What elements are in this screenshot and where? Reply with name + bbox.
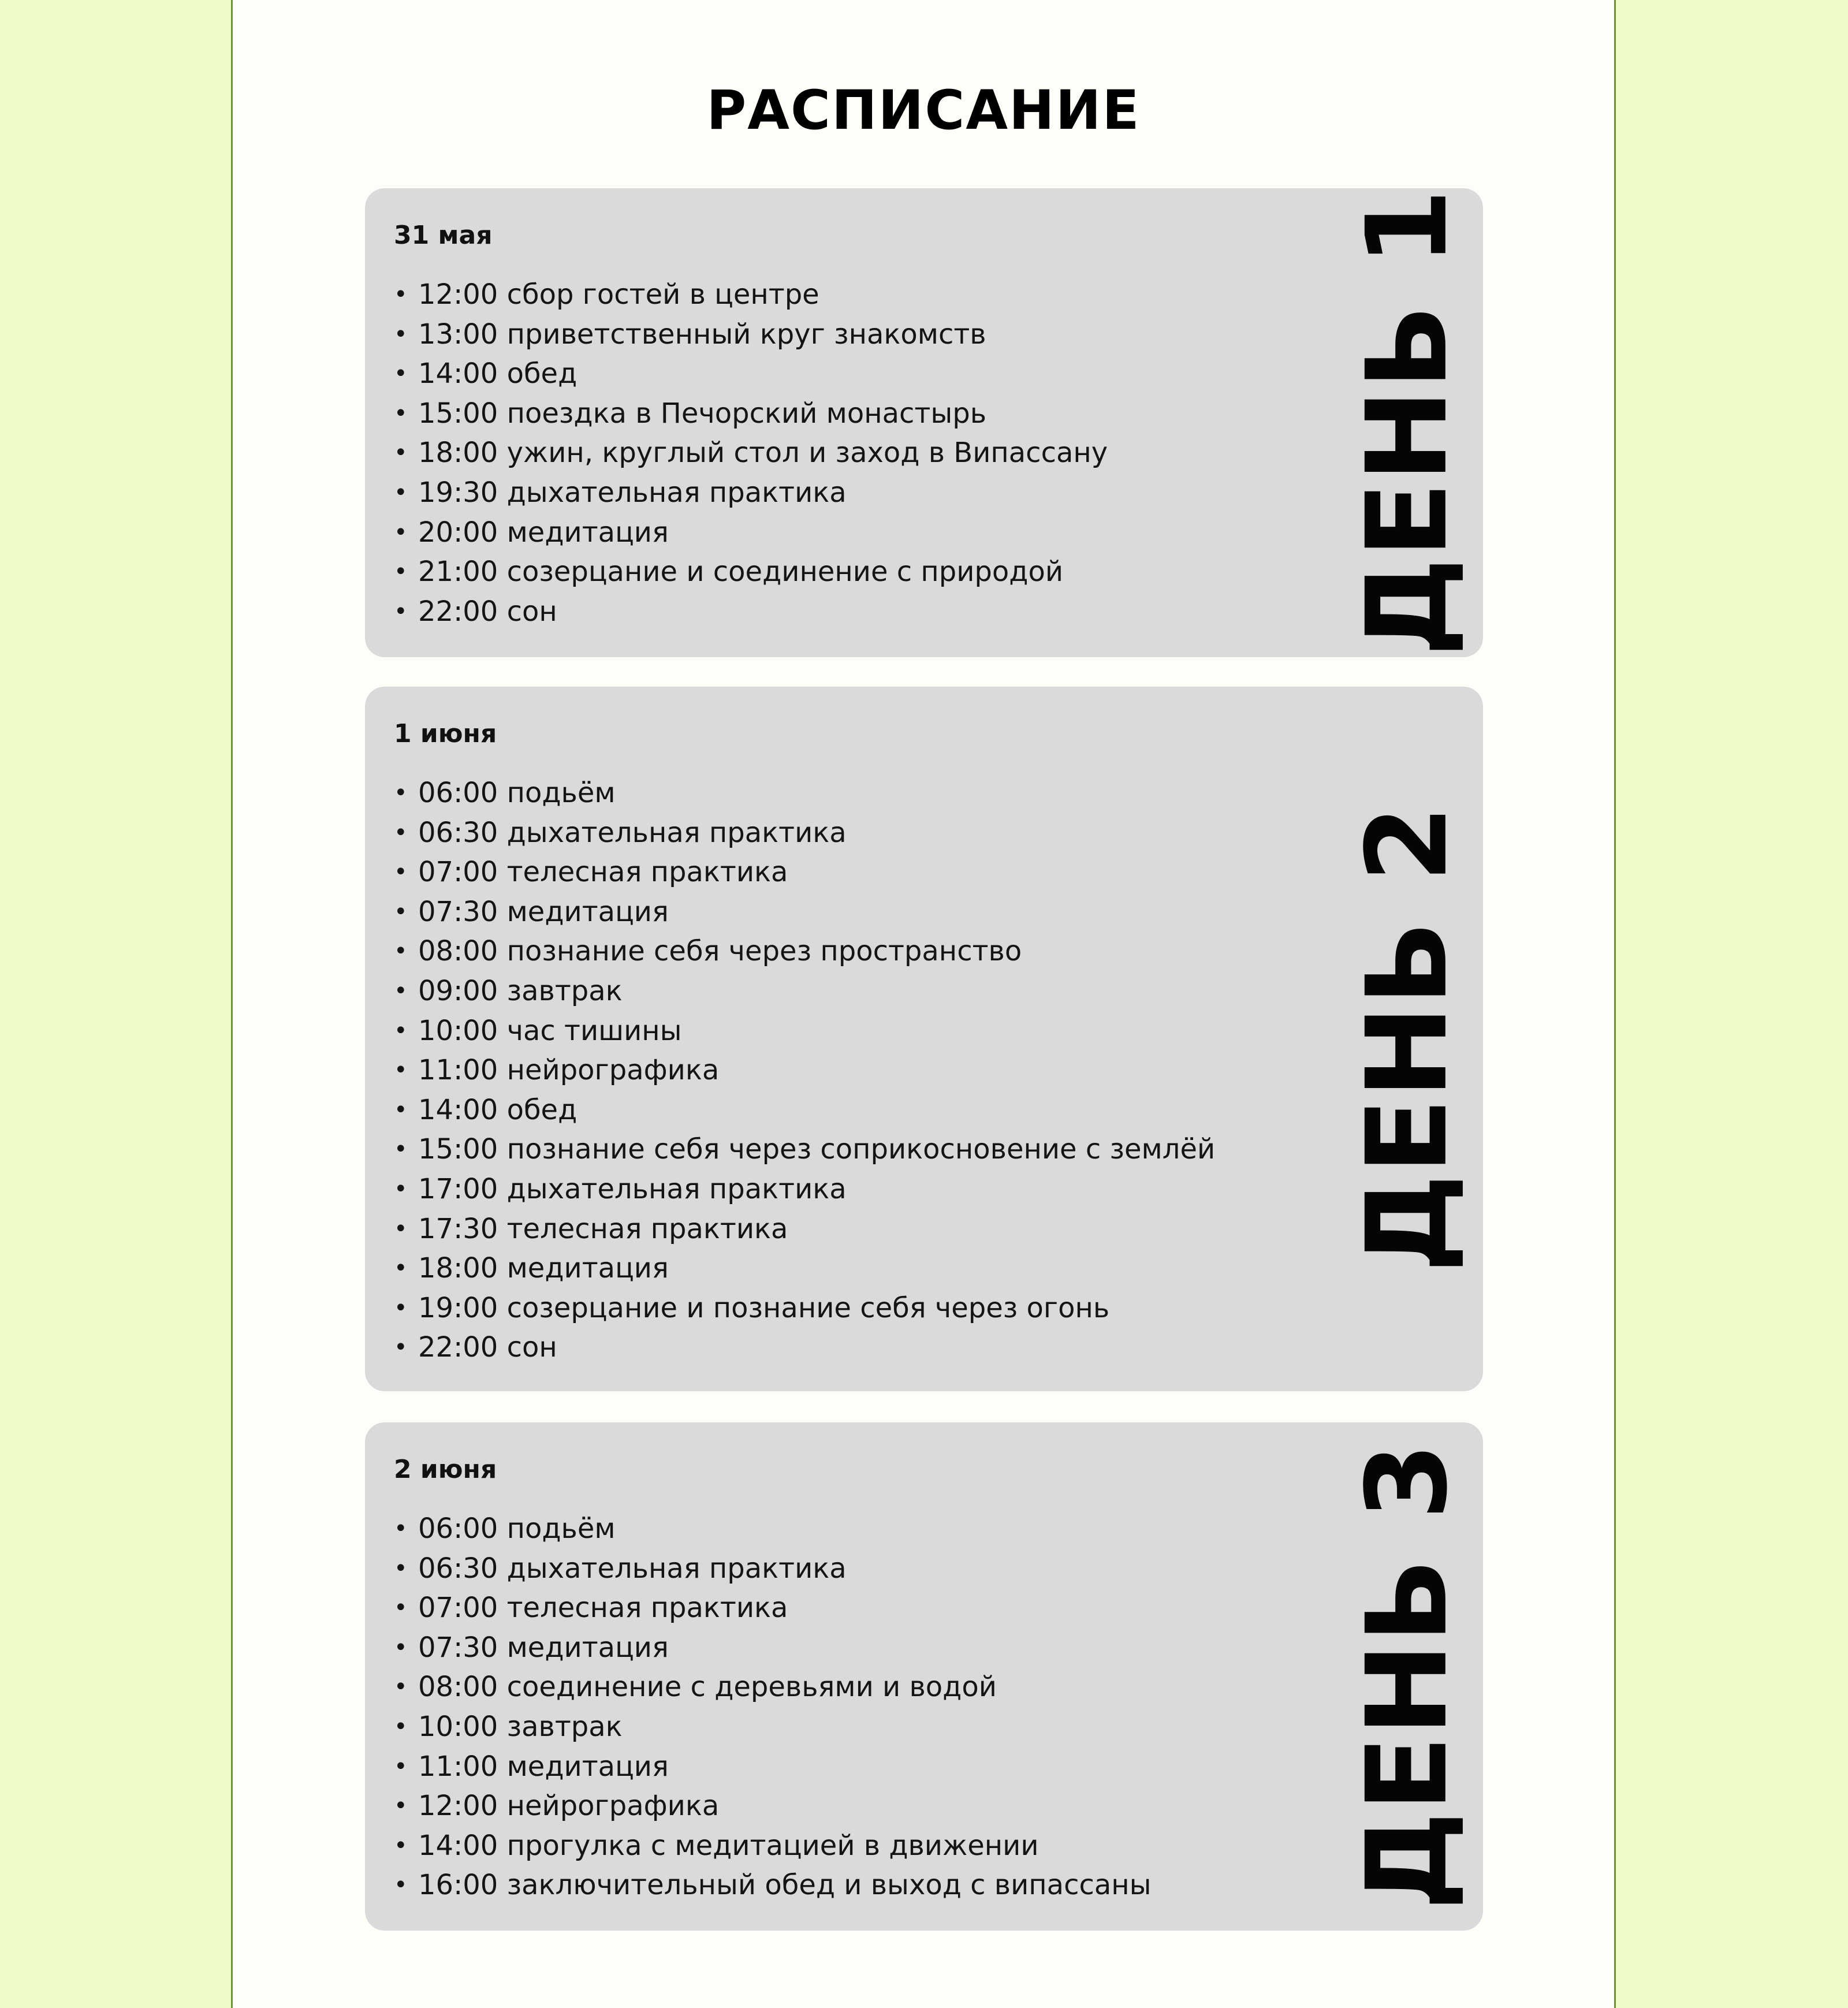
schedule-item	[394, 1288, 1215, 1328]
bullet-icon: •	[394, 1334, 408, 1361]
schedule-item	[394, 315, 1108, 355]
bullet-icon: •	[394, 1255, 408, 1282]
schedule-item-text: 14:00 обед	[418, 357, 578, 390]
schedule-item	[394, 473, 1108, 513]
schedule-item-text: 08:00 познание себя через пространство	[418, 935, 1022, 968]
schedule-item-text: 06:30 дыхательная практика	[418, 816, 847, 849]
schedule-item	[394, 1169, 1215, 1209]
schedule-item-text: 11:00 нейрографика	[418, 1054, 720, 1087]
schedule-item-text: 11:00 медитация	[418, 1750, 669, 1783]
schedule-item	[394, 1509, 1152, 1549]
bullet-icon: •	[394, 780, 408, 806]
day-card-1	[365, 188, 1483, 657]
schedule-item-text: 10:00 завтрак	[418, 1710, 623, 1743]
event-list	[394, 1509, 1152, 1905]
schedule-item-text: 09:00 завтрак	[418, 974, 623, 1007]
schedule-item	[394, 1588, 1152, 1628]
schedule-item	[394, 1707, 1152, 1747]
bullet-icon: •	[394, 360, 408, 388]
bullet-icon: •	[394, 558, 408, 586]
schedule-item	[394, 275, 1108, 315]
schedule-item	[394, 971, 1215, 1011]
bullet-icon: •	[394, 1175, 408, 1202]
schedule-item	[394, 852, 1215, 892]
bullet-icon: •	[394, 1215, 408, 1242]
bullet-icon: •	[394, 479, 408, 506]
bullet-icon: •	[394, 1595, 408, 1622]
day-label: ДЕНЬ 2	[1343, 805, 1472, 1273]
schedule-item	[394, 513, 1108, 553]
schedule-item	[394, 773, 1215, 813]
schedule-item-text: 07:00 телесная практика	[418, 856, 788, 889]
schedule-item-text: 15:00 поездка в Печорский монастырь	[418, 397, 987, 430]
schedule-item-text: 06:00 подьём	[418, 777, 616, 809]
schedule-item	[394, 552, 1108, 592]
schedule-item-text: 15:00 познание себя через соприкосновение с землёй	[418, 1133, 1216, 1166]
schedule-item	[394, 1130, 1215, 1169]
schedule-item-text: 21:00 созерцание и соединение с природой	[418, 556, 1064, 588]
schedule-item	[394, 354, 1108, 394]
schedule-item	[394, 1249, 1215, 1288]
schedule-item	[394, 813, 1215, 853]
schedule-item-text: 13:00 приветственный круг знакомств	[418, 318, 986, 351]
bullet-icon: •	[394, 1674, 408, 1701]
schedule-item-text: 18:00 медитация	[418, 1252, 669, 1285]
bullet-icon: •	[394, 281, 408, 308]
bullet-icon: •	[394, 1872, 408, 1899]
bullet-icon: •	[394, 1634, 408, 1661]
schedule-item-text: 22:00 сон	[418, 1331, 557, 1364]
schedule-item-text: 18:00 ужин, круглый стол и заход в Випассану	[418, 437, 1108, 470]
bullet-icon: •	[394, 400, 408, 427]
schedule-item	[394, 1667, 1152, 1707]
schedule-item	[394, 1826, 1152, 1866]
schedule-item-text: 17:00 дыхательная практика	[418, 1172, 847, 1205]
schedule-item	[394, 1328, 1215, 1368]
schedule-item-text: 16:00 заключительный обед и выход с випассаны	[418, 1869, 1152, 1902]
schedule-item	[394, 892, 1215, 932]
bullet-icon: •	[394, 1096, 408, 1123]
bullet-icon: •	[394, 1753, 408, 1780]
schedule-item	[394, 1011, 1215, 1051]
bullet-icon: •	[394, 598, 408, 625]
day-card-3	[365, 1422, 1483, 1931]
schedule-item-text: 19:00 созерцание и познание себя через огонь	[418, 1291, 1110, 1324]
schedule-item-text: 12:00 нейрографика	[418, 1790, 720, 1823]
bullet-icon: •	[394, 1713, 408, 1740]
day-date: 1 июня	[394, 719, 497, 748]
schedule-item	[394, 1090, 1215, 1130]
bullet-icon: •	[394, 321, 408, 348]
bullet-icon: •	[394, 938, 408, 965]
schedule-item-text: 07:30 медитация	[418, 1631, 669, 1664]
schedule-item	[394, 1628, 1152, 1668]
bullet-icon: •	[394, 859, 408, 886]
page-title: РАСПИСАНИЕ	[706, 79, 1141, 142]
bullet-icon: •	[394, 977, 408, 1004]
bullet-icon: •	[394, 1793, 408, 1820]
day-label: ДЕНЬ 1	[1343, 189, 1472, 657]
bullet-icon: •	[394, 439, 408, 467]
schedule-item	[394, 1209, 1215, 1249]
schedule-item-text: 12:00 сбор гостей в центре	[418, 278, 819, 311]
bullet-icon: •	[394, 1515, 408, 1542]
schedule-item	[394, 1549, 1152, 1589]
bullet-icon: •	[394, 519, 408, 546]
schedule-item-text: 10:00 час тишины	[418, 1014, 682, 1047]
event-list	[394, 275, 1108, 631]
schedule-item-text: 14:00 обед	[418, 1093, 578, 1126]
schedule-item-text: 06:30 дыхательная практика	[418, 1552, 847, 1585]
schedule-item	[394, 1050, 1215, 1090]
bullet-icon: •	[394, 1832, 408, 1859]
schedule-item-text: 14:00 прогулка с медитацией в движении	[418, 1829, 1039, 1862]
schedule-item-text: 06:00 подьём	[418, 1512, 616, 1545]
bullet-icon: •	[394, 1017, 408, 1044]
day-label: ДЕНЬ 3	[1343, 1443, 1472, 1910]
bullet-icon: •	[394, 1294, 408, 1321]
schedule-item-text: 20:00 медитация	[418, 516, 669, 549]
bullet-icon: •	[394, 898, 408, 925]
schedule-item-text: 07:30 медитация	[418, 895, 669, 928]
bullet-icon: •	[394, 1555, 408, 1582]
schedule-item	[394, 1747, 1152, 1787]
schedule-item	[394, 1786, 1152, 1826]
schedule-item-text: 08:00 соединение с деревьями и водой	[418, 1671, 997, 1704]
event-list	[394, 773, 1215, 1368]
bullet-icon: •	[394, 1136, 408, 1163]
day-date: 2 июня	[394, 1455, 497, 1484]
schedule-item	[394, 932, 1215, 971]
schedule-item-text: 17:30 телесная практика	[418, 1212, 788, 1245]
bullet-icon: •	[394, 1057, 408, 1084]
day-card-2	[365, 687, 1483, 1391]
schedule-item-text: 19:30 дыхательная практика	[418, 476, 847, 509]
schedule-item	[394, 1865, 1152, 1905]
schedule-item-text: 07:00 телесная практика	[418, 1592, 788, 1625]
day-date: 31 мая	[394, 221, 493, 250]
schedule-item	[394, 394, 1108, 434]
schedule-item	[394, 433, 1108, 473]
schedule-item-text: 22:00 сон	[418, 595, 557, 628]
schedule-item	[394, 592, 1108, 632]
bullet-icon: •	[394, 819, 408, 846]
